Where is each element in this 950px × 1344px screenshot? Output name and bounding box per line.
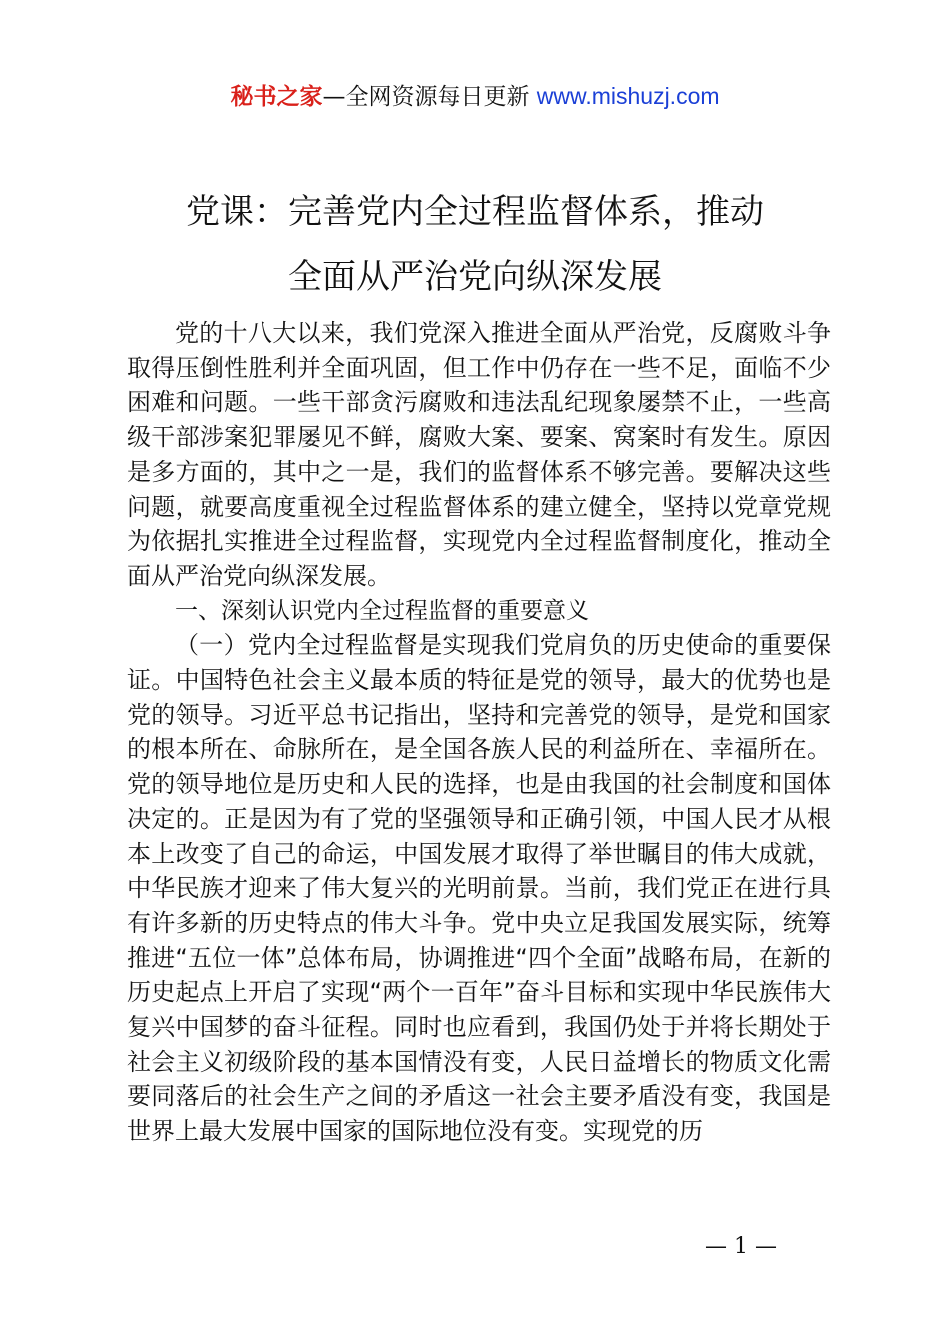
section-heading: 一、深刻认识党内全过程监督的重要意义	[175, 597, 589, 624]
body-paragraph: （一）党内全过程监督是实现我们党肩负的历史使命的重要保证。中国特色社会主义最本质的特征是党的领导，最大的优势也是党的领导。习近平总书记指出，坚持和完善党的领导，是党和国家的根本所在、命脉所在，是全国各族人民的利益所在、幸福所在。党的领导地位是历史和人民的选择，也是由我国的社会制度和国体决定的。正是因为有了党的坚强领导和正确引领，中国人民才从根本上改变了自己的命运，中国发展才取得了举世瞩目的伟大成就，中华民族才迎来了伟大复兴的光明前景。当前，我们党正在进行具有许多新的历史特点的伟大斗争。党中央立足我国发展实际，统筹推进“五位一体”总体布局，协调推进“四个全面”战略布局，在新的历史起点上开启了实现“两个一百年”奋斗目标和实现中华民族伟大复兴中国梦的奋斗征程。同时也应看到，我国仍处于并将长期处于社会主义初级阶段的基本国情没有变，人民日益增长的物质文化需要同落后的社会生产之间的矛盾这一社会主要矛盾没有变，我国是世界上最大发展中国家的国际地位没有变。实现党的历	[127, 631, 831, 1146]
document-title-line-2: 全面从严治党向纵深发展	[288, 257, 662, 297]
header-tagline: —全网资源每日更新	[322, 84, 537, 110]
intro-paragraph: 党的十八大以来，我们党深入推进全面从严治党，反腐败斗争取得压倒性胜利并全面巩固，但工作中仍存在一些不足，面临不少困难和问题。一些干部贪污腐败和违法乱纪现象屡禁不止，一些高级干部涉案犯罪屡见不鲜，腐败大案、要案、窝案时有发生。原因是多方面的，其中之一是，我们的监督体系不够完善。要解决这些问题，就要高度重视全过程监督体系的建立健全，坚持以党章党规为依据扎实推进全过程监督，实现党内全过程监督制度化，推动全面从严治党向纵深发展。	[127, 319, 831, 590]
site-header	[0, 80, 950, 113]
page-number: — 1 —	[705, 1234, 777, 1259]
document-body	[127, 316, 831, 1149]
site-url-link[interactable]: www.mishuzj.com	[536, 83, 720, 109]
brand-name: 秘书之家	[230, 84, 323, 110]
document-title-line-1: 党课：完善党内全过程监督体系，推动	[186, 192, 764, 232]
